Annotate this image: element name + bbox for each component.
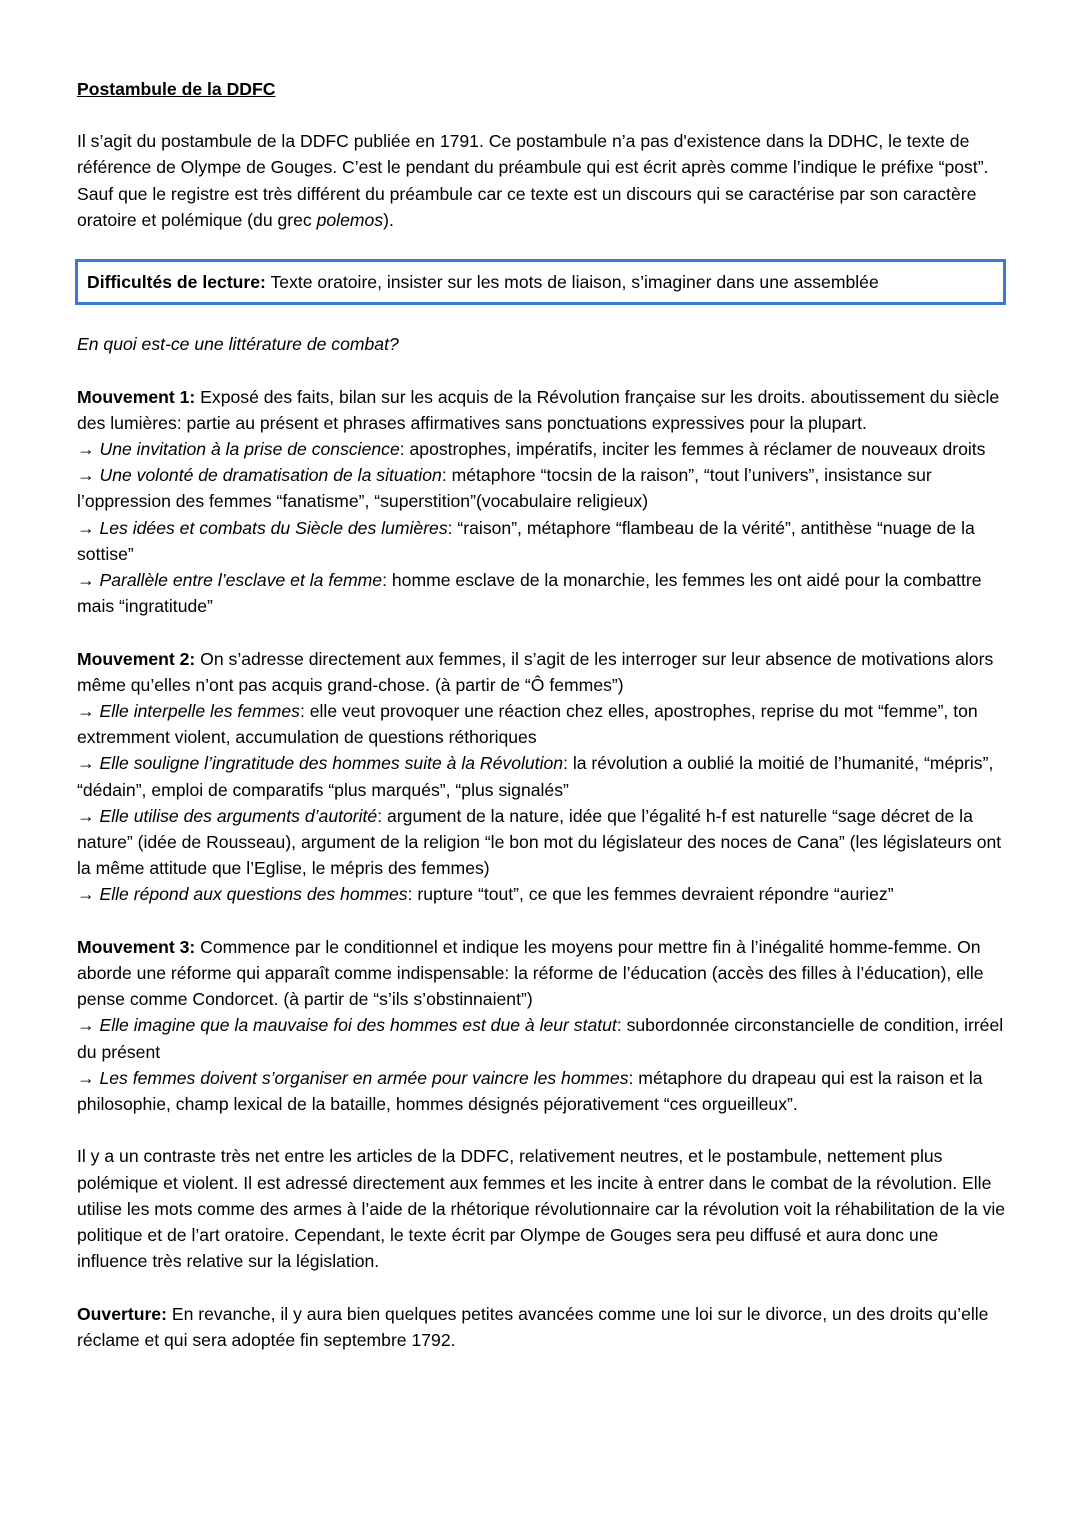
- italic-text: En quoi est-ce une littérature de combat?: [77, 334, 399, 355]
- document-page: [77, 76, 1009, 1379]
- text-run: : elle veut provoquer une réaction chez elles, apostrophes, reprise du mot “femme”, ton extremment violent, accumulation de questions réthoriques: [77, 701, 978, 748]
- text-line: [77, 1065, 1009, 1117]
- document-title: Postambule de la DDFC: [77, 79, 276, 99]
- text-run: : rupture “tout”, ce que les femmes devraient répondre “auriez”: [407, 884, 894, 905]
- text-line: [77, 1301, 1009, 1353]
- text-run: →: [77, 517, 100, 538]
- text-run: : argument de la nature, idée que l’égalité h-f est naturelle “sage décret de la nature” (idée de Rousseau), argument de la religion “le bon mot du législateur des noces de Cana” (les législateurs ont la même attitude que l’Eglise, le mépris des femmes): [77, 805, 1002, 879]
- italic-text: Elle souligne l’ingratitude des hommes suite à la Révolution: [99, 753, 564, 774]
- text-line: [77, 331, 1009, 357]
- text-run: : métaphore du drapeau qui est la raison et la philosophie, champ lexical de la bataille, hommes désignés péjorativement “ces orgueilleux”.: [77, 1067, 983, 1115]
- text-run: En revanche, il y aura bien quelques petites avancées comme une loi sur le divorce, un des droits qu’elle réclame et qui sera adoptée fin septembre 1792.: [77, 1303, 989, 1350]
- italic-text: Elle utilise des arguments d’autorité: [99, 805, 378, 826]
- paragraph: [77, 1143, 1009, 1274]
- text-run: : métaphore “tocsin de la raison”, “tout l’univers”, insistance sur l’oppression des femmes “fanatisme”, “superstition”(vocabulaire religieux): [77, 465, 932, 512]
- text-run: : “raison”, métaphore “flambeau de la vérité”, antithèse “nuage de la sottise”: [77, 517, 975, 564]
- paragraph: [77, 646, 1009, 908]
- italic-text: Parallèle entre l’esclave et la femme: [99, 570, 383, 591]
- text-run: →: [77, 439, 100, 459]
- text-line: [77, 567, 1009, 619]
- bold-label: Mouvement 3:: [77, 936, 196, 957]
- italic-text: Elle interpelle les femmes: [99, 701, 300, 722]
- italic-text: Les idées et combats du Siècle des lumières: [99, 517, 448, 538]
- text-run: : homme esclave de la monarchie, les femmes les ont aidé pour la combattre mais “ingratitude”: [77, 570, 982, 617]
- paragraph: [77, 934, 1009, 1117]
- text-run: →: [77, 753, 100, 774]
- text-run: Il s’agit du postambule de la DDFC publiée en 1791. Ce postambule n’a pas d'existence dans la DDHC, le texte de référence de Olympe de Gouges. C’est le pendant du préambule qui est écrit après comme l’indique le préfixe “post”. Sauf que le registre est très différent du préambule car ce texte est un discours qui se caractérise par son caractère oratoire et polémique (du grec: [77, 131, 989, 230]
- italic-text: Elle imagine que la mauvaise foi des hommes est due à leur statut: [99, 1015, 617, 1036]
- text-run: →: [77, 701, 100, 722]
- italic-text: Elle répond aux questions des hommes: [99, 884, 408, 905]
- text-line: [87, 270, 995, 294]
- text-run: Texte oratoire, insister sur les mots de liaison, s’imaginer dans une assemblée: [265, 272, 879, 293]
- text-run: →: [77, 805, 100, 826]
- text-line: [77, 803, 1009, 882]
- text-run: : subordonnée circonstancielle de condition, irréel du présent: [77, 1015, 1004, 1062]
- text-line: [77, 1143, 1009, 1274]
- italic-text: Une invitation à la prise de conscience: [99, 439, 400, 459]
- text-line: [77, 128, 1009, 233]
- text-run: Exposé des faits, bilan sur les acquis de la Révolution française sur les droits. aboutissement du siècle des lumières: partie au présent et phrases affirmatives sans ponctuations expressives pour la plupart.: [77, 386, 1000, 433]
- text-line: [77, 436, 1009, 462]
- bold-label: Mouvement 2:: [77, 648, 196, 669]
- text-line: [77, 750, 1009, 802]
- text-run: →: [77, 465, 100, 486]
- text-line: [77, 515, 1009, 567]
- document-body: [77, 128, 1009, 1353]
- text-run: →: [77, 1067, 100, 1088]
- italic-text: Les femmes doivent s’organiser en armée pour vaincre les hommes: [99, 1067, 629, 1088]
- paragraph: [77, 1301, 1009, 1353]
- text-run: : la révolution a oublié la moitié de l’humanité, “mépris”, “dédain”, emploi de comparatifs “plus marqués”, “plus signalés”: [77, 753, 994, 800]
- paragraph: [77, 128, 1009, 233]
- text-line: [77, 462, 1009, 514]
- paragraph: [77, 331, 1009, 357]
- text-run: →: [77, 570, 100, 591]
- text-line: [77, 646, 1009, 698]
- bold-label: Difficultés de lecture:: [87, 272, 266, 293]
- text-run: →: [77, 1015, 100, 1036]
- italic-text: Une volonté de dramatisation de la situation: [99, 465, 442, 486]
- text-run: : apostrophes, impératifs, inciter les femmes à réclamer de nouveaux droits: [399, 439, 986, 459]
- text-line: [77, 1012, 1009, 1064]
- text-run: On s’adresse directement aux femmes, il s’agit de les interroger sur leur absence de motivations alors même qu’elles n’ont pas acquis grand-chose. (à partir de “Ô femmes”): [77, 648, 994, 695]
- text-run: Il y a un contraste très net entre les articles de la DDFC, relativement neutres, et le postambule, nettement plus polémique et violent. Il est adressé directement aux femmes et les incite à entrer dans le combat de la révolution. Elle utilise les mots comme des armes à l’aide de la rhétorique révolutionnaire car la révolution voit la réhabilitation de la vie politique et de l’art oratoire. Cependant, le texte écrit par Olympe de Gouges sera peu diffusé et aura donc une influence très relative sur la législation.: [77, 1146, 1006, 1272]
- bold-label: Mouvement 1:: [77, 386, 196, 407]
- text-run: ).: [383, 209, 394, 230]
- text-run: Commence par le conditionnel et indique les moyens pour mettre fin à l’inégalité homme-femme. On aborde une réforme qui apparaît comme indispensable: la réforme de l’éducation (accès des filles à l’éducation), elle pense comme Condorcet. (à partir de “s’ils s’obstinnaient”): [77, 936, 984, 1010]
- text-line: [77, 698, 1009, 750]
- text-line: [77, 384, 1009, 436]
- text-run: →: [77, 884, 100, 905]
- bold-label: Ouverture:: [77, 1303, 167, 1324]
- paragraph: [77, 384, 1009, 620]
- text-line: [77, 934, 1009, 1013]
- italic-text: polemos: [316, 209, 384, 230]
- text-line: [77, 881, 1009, 907]
- reading-difficulties-callout: [75, 259, 1006, 305]
